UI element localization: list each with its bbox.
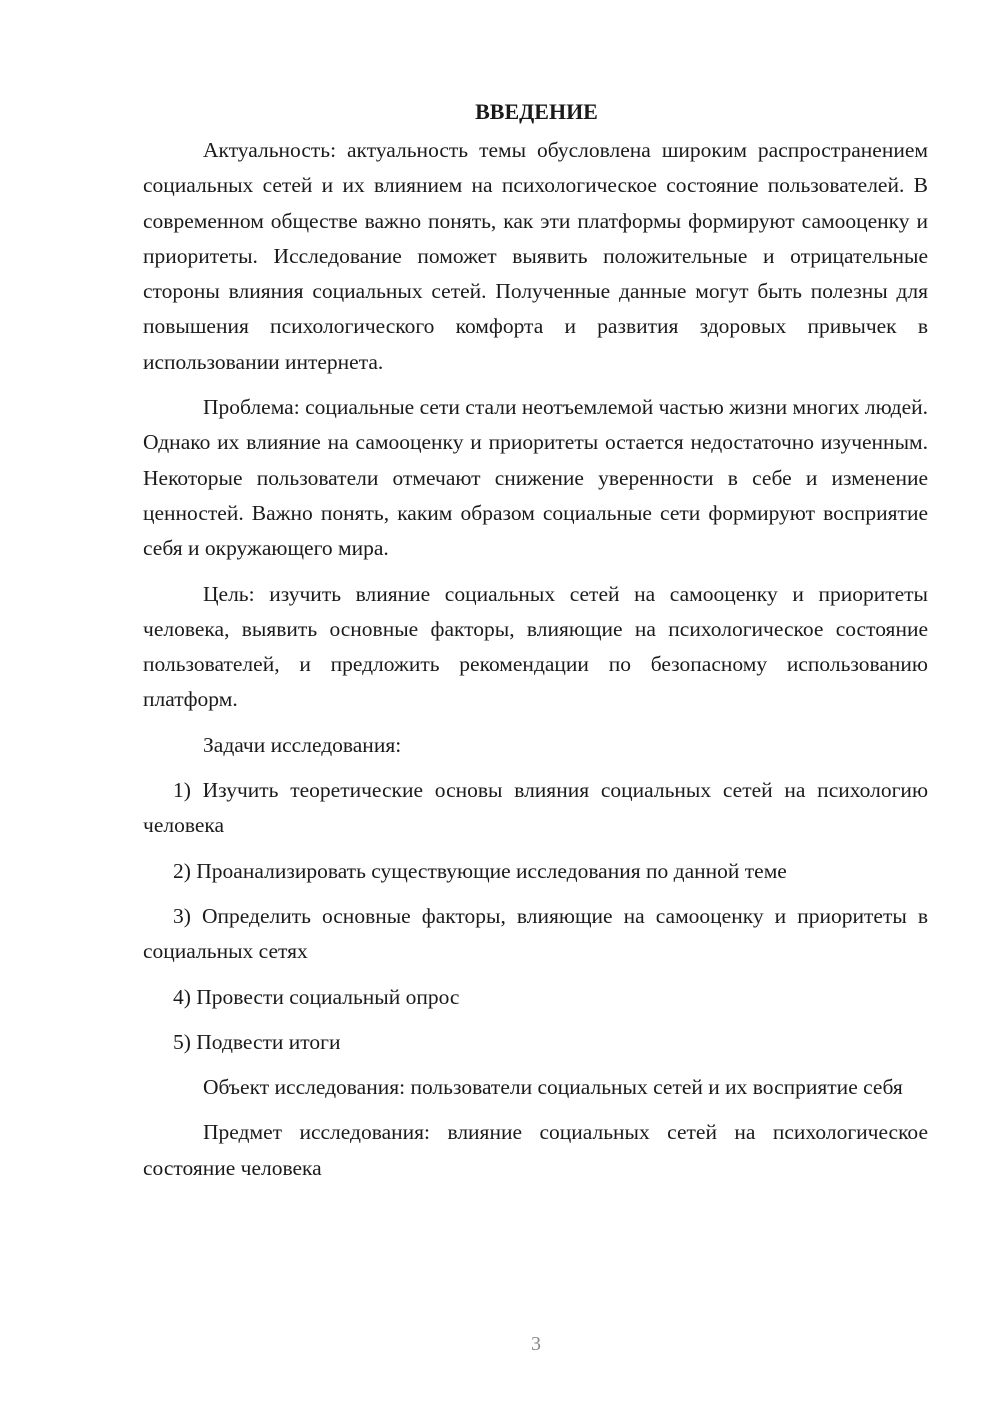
page-content (143, 94, 928, 1196)
page-number: 3 (531, 1333, 541, 1355)
relevance-paragraph: Актуальность: актуальность темы обусловлена широким распространением социальных сетей и их влиянием на психологическое состояние пользователей. В современном обществе важно понять, как эти платформы формируют самооценку и приоритеты. Исследование поможет выявить положительные и отрицательные стороны влияния социальных сетей. Полученные данные могут быть полезны для повышения психологического комфорта и развития здоровых привычек в использовании интернета. (143, 138, 928, 374)
task-item-1: 1) Изучить теоретические основы влияния социальных сетей на психологию человека (143, 778, 928, 838)
object-paragraph: Объект исследования: пользователи социальных сетей и их восприятие себя (203, 1075, 903, 1100)
task-item-2: 2) Проанализировать существующие исследования по данной теме (173, 858, 787, 883)
subject-paragraph: Предмет исследования: влияние социальных сетей на психологическое состояние человека (143, 1120, 928, 1180)
task-item-4: 4) Провести социальный опрос (173, 984, 460, 1009)
task-item-3: 3) Определить основные факторы, влияющие на самооценку и приоритеты в социальных сетях (143, 903, 928, 964)
tasks-title: Задачи исследования: (203, 732, 402, 757)
section-heading: ВВЕДЕНИЕ (475, 99, 598, 124)
task-item-5: 5) Подвести итоги (173, 1029, 341, 1054)
goal-paragraph: Цель: изучить влияние социальных сетей на самооценку и приоритеты человека, выявить основные факторы, влияющие на психологическое состояние пользователей, и предложить рекомендации по безопасному использованию платформ. (143, 581, 928, 712)
problem-paragraph: Проблема: социальные сети стали неотъемлемой частью жизни многих людей. Однако их влияние на самооценку и приоритеты остается недостаточно изученным. Некоторые пользователи отмечают снижение уверенности в себе и изменение ценностей. Важно понять, каким образом социальные сети формируют восприятие себя и окружающего мира. (143, 395, 928, 561)
